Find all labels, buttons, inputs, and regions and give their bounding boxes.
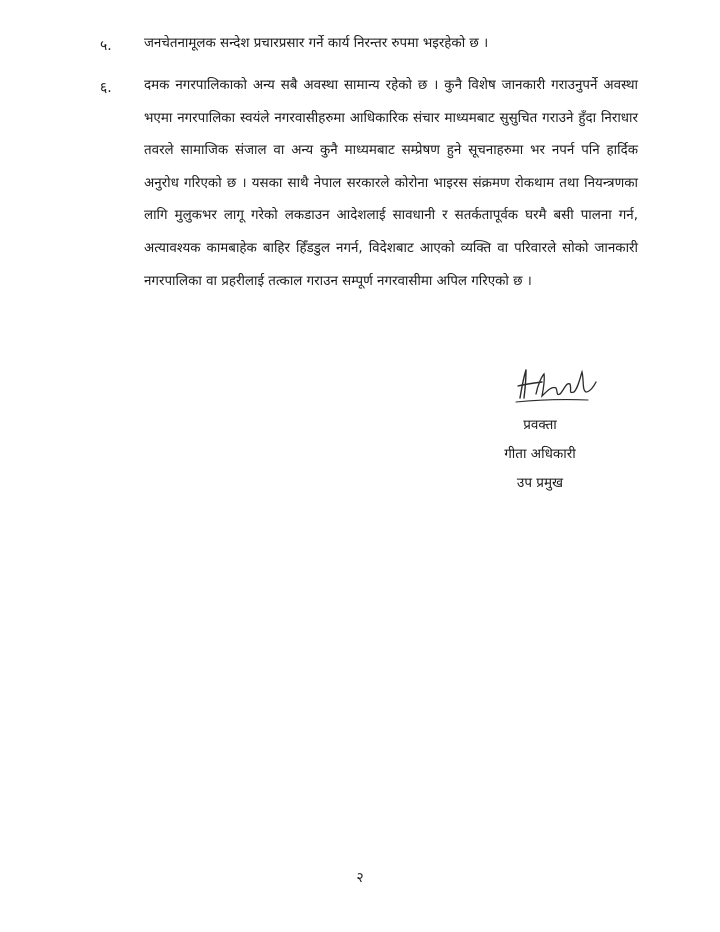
item-text: दमक नगरपालिकाको अन्य सबै अवस्था सामान्य रहेको छ । कुनै विशेष जानकारी गराउनुपर्ने अवस्था भएमा नगरपालिका स्वयंले नगरवासीहरुमा आधिकारिक संचार माध्यमबाट सुसुचित गराउने हुँदा निराधार तवरले सामाजिक संजाल वा अन्य कुनै माध्यमबाट सम्प्रेषण हुने सूचनाहरुमा भर नपर्न पनि हार्दिक अनुरोध गरिएको छ । यसका साथै नेपाल सरकारले कोरोना भाइरस संक्रमण रोकथाम तथा नियन्त्रणका लागि मुलुकभर लागू गरेको लकडाउन आदेशलाई सावधानी र सतर्कतापूर्वक घरमै बसी पालना गर्न, अत्यावश्यक कामबाहेक बाहिर हिँडडुल नगर्न, विदेशबाट आएको व्यक्ति वा परिवारले सोको जानकारी नगरपालिका वा प्रहरीलाई तत्काल गराउन सम्पूर्ण नगरवासीमा अपिल गरिएको छ । [144, 78, 638, 289]
signatory-position: उप प्रमुख [516, 475, 564, 491]
item-number: ६. [100, 80, 112, 96]
item-text: जनचेतनामूलक सन्देश प्रचारप्रसार गर्ने कार्य निरन्तर रुपमा भइरहेको छ । [144, 36, 489, 51]
signatory-role: प्रवक्ता [523, 417, 557, 433]
item-number: ५. [100, 38, 112, 54]
handwritten-signature [512, 364, 602, 406]
signatory-name: गीता अधिकारी [504, 446, 576, 462]
page-number: २ [356, 870, 364, 886]
